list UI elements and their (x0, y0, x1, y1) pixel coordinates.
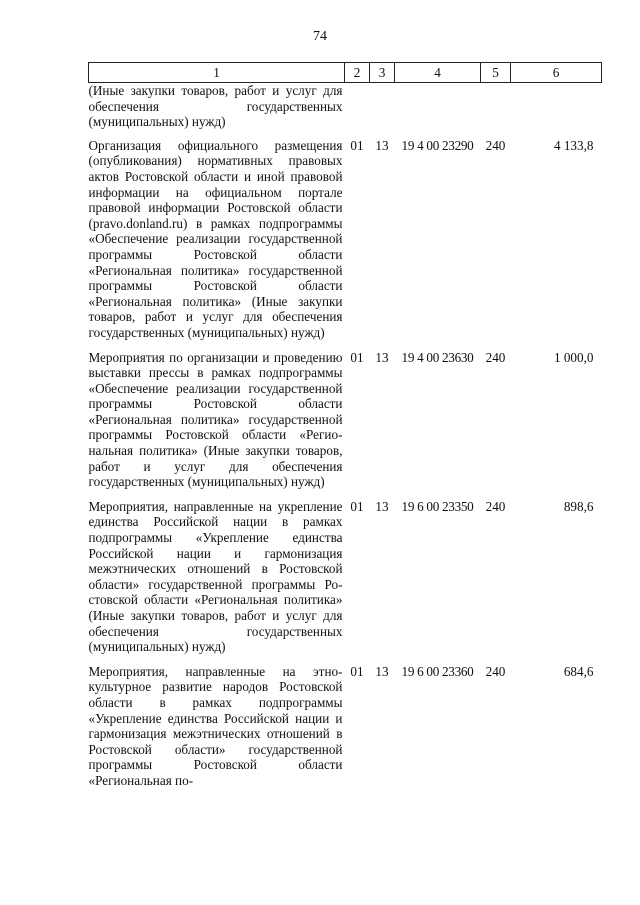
budget-table (88, 62, 602, 798)
row-subsection: 13 (375, 137, 389, 153)
row-expense-type: 240 (485, 498, 506, 514)
row-expense-type: 240 (485, 349, 506, 365)
header-col-3: 3 (370, 63, 395, 83)
row-amount: 1 000,0 (553, 349, 594, 365)
row-expense-type: 240 (485, 137, 506, 153)
table-row (89, 664, 602, 798)
table-row (89, 138, 602, 350)
row-description: (Иные закупки товаров, работ и услуг для обеспечения государственных (муниципальных) нужд) (88, 83, 343, 130)
row-subsection (370, 83, 395, 138)
row-amount (511, 83, 602, 138)
row-section (345, 83, 370, 138)
row-description: Мероприятия по организации и проведению выставки прессы в рамках подпрограммы «Обеспечение реализации государственной программы Ростовской области «Региональная политика» государственной программы Ростовской области «Региональная политика» (Иные закупки товаров, работ и услуг для обеспечения государственных (муниципальных) нужд) (88, 349, 343, 490)
row-expense-type (481, 83, 511, 138)
row-section: 01 (350, 663, 364, 679)
row-amount: 684,6 (563, 663, 594, 679)
row-description: Организация официального размещения (опубликования) нормативных правовых актов Ростовской области и иной правовой информации на официальном портале правовой информации Ростовской области (pravo.donland.ru) в рамках подпрограммы «Обеспечение реализации государственной программы Ростовской области «Региональная политика» государственной программы Ростовской области «Региональная политика» (Иные закупки товаров, работ и услуг для обеспечения государственных (муниципальных) нужд) (88, 137, 343, 340)
row-target-code (395, 83, 481, 138)
row-subsection: 13 (375, 349, 389, 365)
row-target-code: 19 6 00 23350 (401, 498, 474, 514)
row-target-code: 19 6 00 23360 (401, 663, 474, 679)
row-subsection: 13 (375, 498, 389, 514)
table-header (89, 63, 602, 83)
header-col-6: 6 (511, 63, 602, 83)
row-expense-type: 240 (485, 663, 506, 679)
row-section: 01 (350, 498, 364, 514)
row-target-code: 19 4 00 23630 (401, 349, 474, 365)
row-subsection: 13 (375, 663, 389, 679)
table-body (89, 83, 602, 798)
header-row (89, 63, 602, 83)
row-section: 01 (350, 137, 364, 153)
header-col-2: 2 (345, 63, 370, 83)
row-description: Мероприятия, направленные на этнокультурное развитие народов Ростовской области в рамках подпрограммы «Укрепление единства Российской нации и гармонизация межэтнических отношений в Ростовской области» государственной программы Ростовской области «Региональная по- (88, 663, 343, 788)
table-row (89, 83, 602, 138)
row-amount: 4 133,8 (553, 137, 594, 153)
row-description: Мероприятия, направленные на укрепление единства Российской нации в рамках подпрограммы «Укрепление единства Российской нации и гармонизация межэтнических отношений в Ростовской области» государственной программы Ростовской области «Региональная политика» (Иные закупки товаров, работ и услуг для обеспечения государственных (муниципальных) нужд) (88, 498, 343, 655)
row-amount: 898,6 (563, 498, 594, 514)
table-row (89, 499, 602, 664)
table-row (89, 350, 602, 499)
row-section: 01 (350, 349, 364, 365)
row-target-code: 19 4 00 23290 (401, 137, 474, 153)
page-number: 74 (313, 29, 327, 44)
header-col-4: 4 (395, 63, 481, 83)
header-col-5: 5 (481, 63, 511, 83)
header-col-1: 1 (89, 63, 345, 83)
